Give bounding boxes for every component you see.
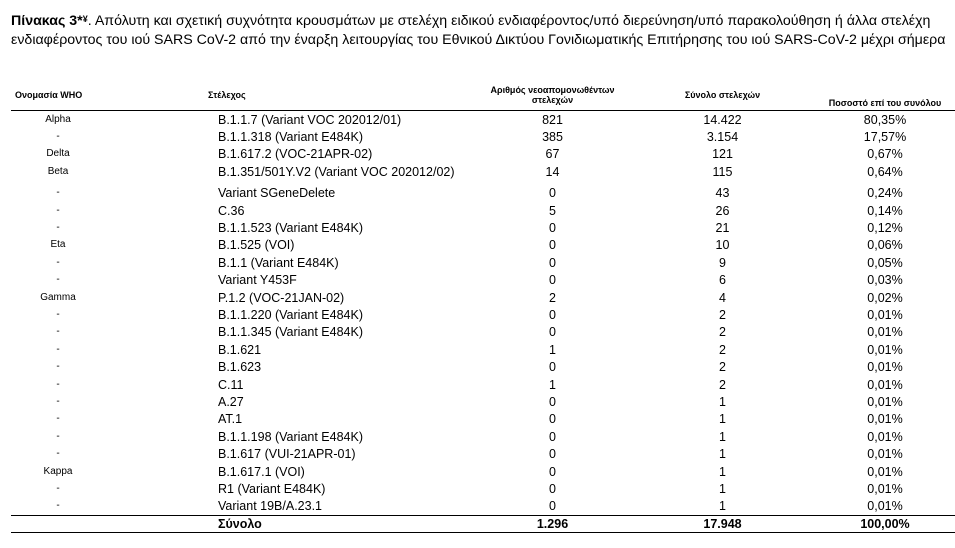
total-cell: 2 [719, 360, 726, 375]
total-cell: 26 [715, 203, 730, 218]
new-sequenced-cell: 0 [549, 255, 556, 270]
total-cell: 2 [719, 325, 726, 340]
lineage-cell: B.1.1.220 (Variant E484K) [218, 307, 363, 322]
table-row [11, 376, 955, 393]
new-sequenced-cell: 0 [549, 499, 556, 514]
total-cell: 1 [719, 412, 726, 427]
total-cell: 4 [719, 290, 726, 305]
table-row [11, 181, 955, 202]
table-row [11, 428, 955, 445]
table-row [11, 111, 955, 129]
total-cell: 1 [719, 464, 726, 479]
new-sequenced-cell: 385 [542, 130, 563, 145]
new-sequenced-cell: 0 [549, 464, 556, 479]
table-row [11, 272, 955, 289]
lineage-cell: AT.1 [218, 412, 243, 427]
who-name-cell: - [56, 361, 60, 373]
new-sequenced-cell: 5 [549, 203, 556, 218]
percent-cell: 0,24% [867, 186, 903, 201]
total-cell: 2 [719, 377, 726, 392]
totals-label: Σύνολο [105, 515, 475, 532]
new-sequenced-cell: 0 [549, 429, 556, 444]
table-row [11, 358, 955, 375]
table-row [11, 498, 955, 516]
new-sequenced-cell: 0 [549, 186, 556, 201]
totals-new: 1.296 [475, 515, 630, 532]
table-caption [11, 12, 946, 49]
percent-cell: 0,01% [867, 429, 903, 444]
table-row [11, 146, 955, 163]
table-body [11, 111, 955, 516]
table-header-row [11, 80, 955, 111]
who-name-cell: - [56, 222, 60, 234]
new-sequenced-cell: 0 [549, 307, 556, 322]
lineage-cell: B.1.525 (VOI) [218, 238, 295, 253]
who-name-cell: Beta [47, 165, 69, 177]
table-row [11, 163, 955, 180]
who-name-cell: - [56, 343, 60, 355]
table-row [11, 202, 955, 219]
caption-text: . Απόλυτη και σχετική συχνότητα κρουσμάτων με στελέχη ειδικού ενδιαφέροντος/υπό διερεύνηση/υπό παρακολούθηση ή άλλα στελέχη ενδιαφέροντος του ιού SARS CoV-2 από την έναρξη λειτουργίας του Εθνικού Δικτύου Γονιδιωματικής Επιτήρησης του ιού SARS-CoV-2 μέχρι σήμερα [11, 13, 946, 48]
new-sequenced-cell: 0 [549, 325, 556, 340]
table-row [11, 254, 955, 271]
new-sequenced-cell: 14 [545, 164, 560, 179]
total-cell: 14.422 [703, 112, 742, 127]
variants-table [11, 80, 955, 533]
who-name-cell: - [56, 413, 60, 425]
total-cell: 43 [715, 186, 730, 201]
percent-cell: 0,01% [867, 464, 903, 479]
percent-cell: 0,01% [867, 499, 903, 514]
total-cell: 2 [719, 307, 726, 322]
new-sequenced-cell: 0 [549, 447, 556, 462]
table-row [11, 219, 955, 236]
new-sequenced-cell: 1 [549, 342, 556, 357]
lineage-cell: A.27 [218, 394, 244, 409]
lineage-cell: B.1.617.1 (VOI) [218, 464, 305, 479]
percent-cell: 0,12% [867, 221, 903, 236]
percent-cell: 0,01% [867, 360, 903, 375]
who-name-cell: Delta [46, 148, 70, 160]
total-cell: 1 [719, 429, 726, 444]
percent-cell: 17,57% [863, 130, 907, 145]
new-sequenced-cell: 2 [549, 290, 556, 305]
percent-cell: 0,01% [867, 307, 903, 322]
who-name-cell: - [56, 395, 60, 407]
percent-cell: 0,01% [867, 481, 903, 496]
who-name-cell: - [56, 482, 60, 494]
new-sequenced-cell: 0 [549, 412, 556, 427]
percent-cell: 0,67% [867, 147, 903, 162]
percent-cell: 0,05% [867, 255, 903, 270]
total-cell: 1 [719, 447, 726, 462]
percent-cell: 0,06% [867, 238, 903, 253]
table-row [11, 341, 955, 358]
lineage-cell: B.1.1.7 (Variant VOC 202012/01) [218, 112, 402, 127]
table-row [11, 480, 955, 497]
table-row [11, 393, 955, 410]
new-sequenced-cell: 1 [549, 377, 556, 392]
lineage-cell: B.1.351/501Y.V2 (Variant VOC 202012/02) [218, 164, 455, 179]
header-percent: Ποσοστό επί του συνόλου [815, 80, 955, 111]
lineage-cell: B.1.623 [218, 360, 262, 375]
lineage-cell: B.1.621 [218, 342, 262, 357]
percent-cell: 0,14% [867, 203, 903, 218]
caption-label: Πίνακας 3* [11, 13, 83, 29]
total-cell: 1 [719, 499, 726, 514]
totals-percent: 100,00% [815, 515, 955, 532]
percent-cell: 0,01% [867, 325, 903, 340]
header-lineage: Στέλεχος [105, 80, 475, 111]
table-row [11, 237, 955, 254]
lineage-cell: C.36 [218, 203, 245, 218]
total-cell: 115 [712, 164, 733, 179]
percent-cell: 0,64% [867, 164, 903, 179]
new-sequenced-cell: 0 [549, 394, 556, 409]
table-row [11, 128, 955, 145]
who-name-cell: - [56, 448, 60, 460]
header-who-name: Ονομασία WHO [11, 80, 105, 111]
caption-mark: ¥ [82, 14, 88, 24]
who-name-cell: - [56, 308, 60, 320]
percent-cell: 0,03% [867, 273, 903, 288]
table-row [11, 306, 955, 323]
table-row [11, 463, 955, 480]
percent-cell: 80,35% [863, 112, 907, 127]
lineage-cell: B.1.1.345 (Variant E484K) [218, 325, 363, 340]
header-total: Σύνολο στελεχών [630, 80, 815, 111]
lineage-cell: B.1.1 (Variant E484K) [218, 255, 339, 270]
who-name-cell: Gamma [40, 291, 76, 303]
table-row [11, 411, 955, 428]
lineage-cell: R1 (Variant E484K) [218, 481, 326, 496]
who-name-cell: - [56, 326, 60, 338]
lineage-cell: Variant 19B/A.23.1 [218, 499, 323, 514]
who-name-cell: - [56, 256, 60, 268]
lineage-cell: B.1.617.2 (VOC-21APR-02) [218, 147, 373, 162]
total-cell: 21 [715, 221, 730, 236]
total-cell: 2 [719, 342, 726, 357]
total-cell: 121 [712, 147, 733, 162]
new-sequenced-cell: 0 [549, 238, 556, 253]
who-name-cell: - [56, 187, 60, 199]
percent-cell: 0,01% [867, 394, 903, 409]
table-row [11, 445, 955, 462]
totals-who-cell [11, 515, 105, 532]
lineage-cell: C.11 [218, 377, 244, 392]
new-sequenced-cell: 821 [542, 112, 563, 127]
table-row [11, 289, 955, 306]
percent-cell: 0,01% [867, 412, 903, 427]
percent-cell: 0,01% [867, 377, 903, 392]
total-cell: 1 [719, 394, 726, 409]
lineage-cell: B.1.1.318 (Variant E484K) [218, 130, 363, 145]
total-cell: 6 [719, 273, 726, 288]
lineage-cell: B.1.1.523 (Variant E484K) [218, 221, 363, 236]
who-name-cell: Alpha [45, 113, 71, 125]
who-name-cell: - [56, 378, 60, 390]
total-cell: 10 [715, 238, 730, 253]
total-cell: 1 [719, 481, 726, 496]
new-sequenced-cell: 0 [549, 360, 556, 375]
lineage-cell: B.1.617 (VUI-21APR-01) [218, 447, 356, 462]
who-name-cell: - [56, 204, 60, 216]
who-name-cell: - [56, 131, 60, 143]
percent-cell: 0,01% [867, 447, 903, 462]
who-name-cell: - [56, 430, 60, 442]
lineage-cell: P.1.2 (VOC-21JAN-02) [218, 290, 345, 305]
lineage-cell: Variant Y453F [218, 273, 297, 288]
percent-cell: 0,02% [867, 290, 903, 305]
new-sequenced-cell: 0 [549, 273, 556, 288]
who-name-cell: Kappa [43, 465, 73, 477]
who-name-cell: - [56, 500, 60, 512]
totals-row [11, 515, 955, 532]
totals-total: 17.948 [630, 515, 815, 532]
percent-cell: 0,01% [867, 342, 903, 357]
lineage-cell: Variant SGeneDelete [218, 186, 336, 201]
total-cell: 9 [719, 255, 726, 270]
new-sequenced-cell: 67 [545, 147, 560, 162]
new-sequenced-cell: 0 [549, 221, 556, 236]
who-name-cell: Eta [50, 239, 66, 251]
who-name-cell: - [56, 274, 60, 286]
lineage-cell: B.1.1.198 (Variant E484K) [218, 429, 363, 444]
total-cell: 3.154 [706, 130, 739, 145]
table-row [11, 324, 955, 341]
new-sequenced-cell: 0 [549, 481, 556, 496]
header-new-sequenced: Αριθμός νεοαπομονωθέντων στελεχών [475, 80, 630, 111]
